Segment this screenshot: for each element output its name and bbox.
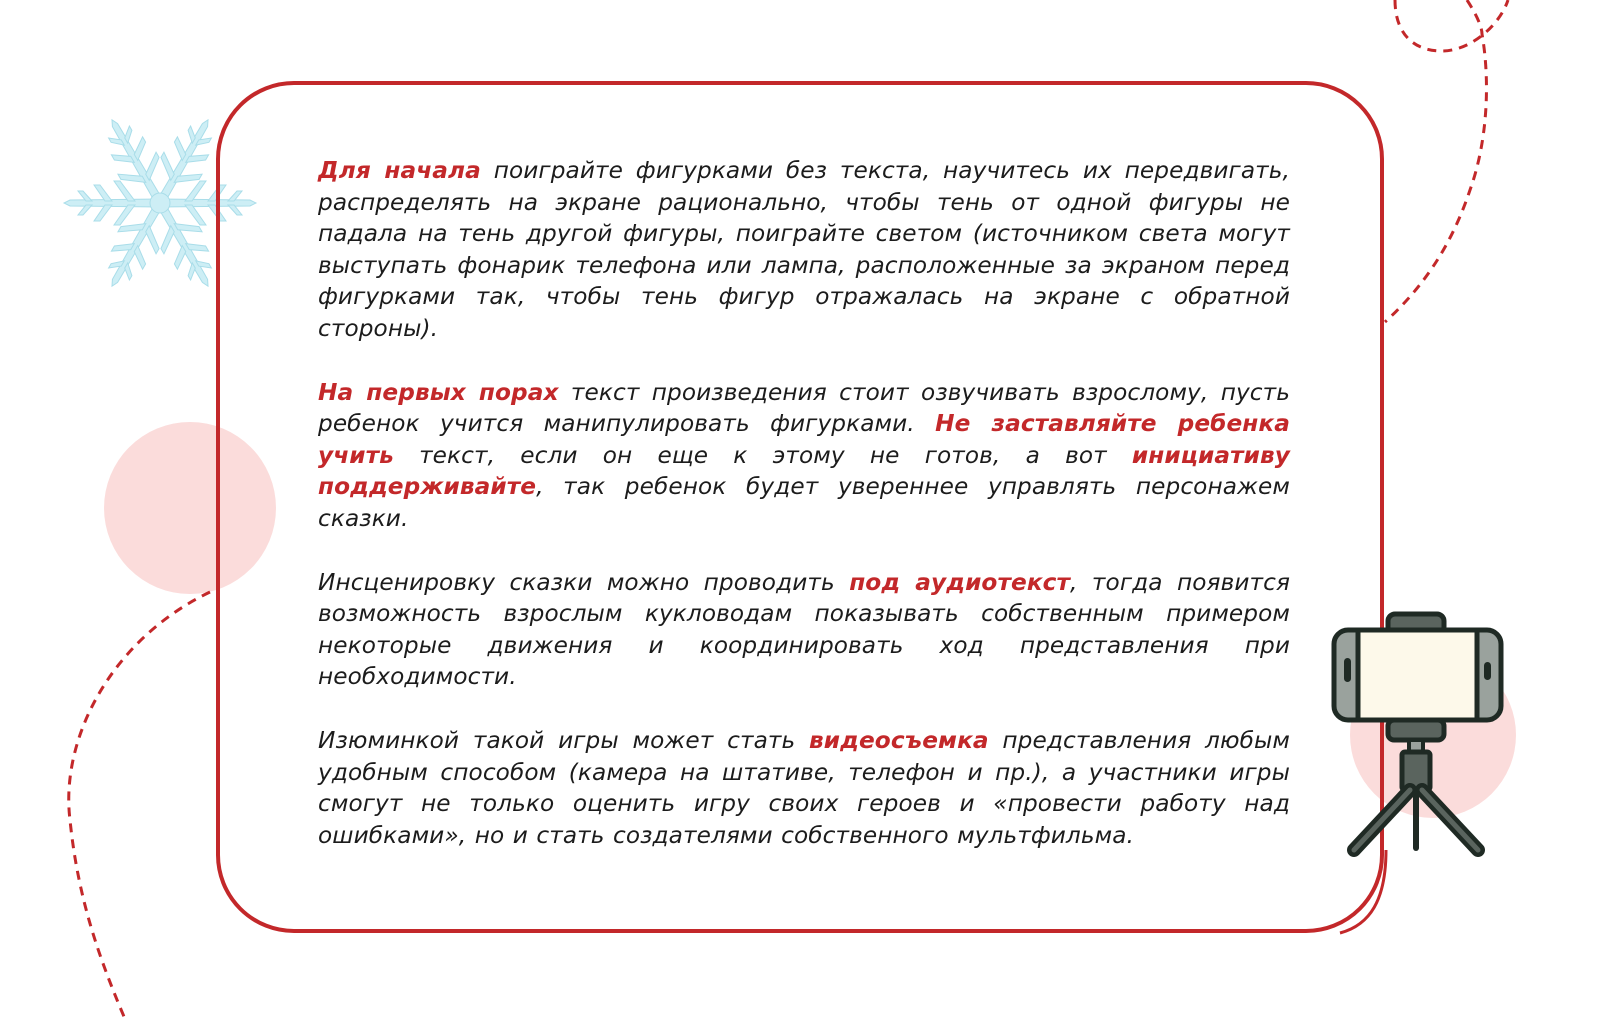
paragraph-2 xyxy=(318,377,1290,535)
highlight-text: видеосъемка xyxy=(809,726,989,754)
body-text: Изюминкой такой игры может стать xyxy=(318,726,810,754)
highlight-text: Не заставляйте ребенка учить xyxy=(318,410,1290,469)
phone-on-tripod-icon xyxy=(1330,610,1505,860)
dashed-curve-left xyxy=(69,592,210,1019)
dashed-curve-right xyxy=(1385,0,1486,322)
highlight-text: На первых порах xyxy=(318,378,559,406)
highlight-text: Для начала xyxy=(318,157,481,184)
body-text: представления любым удобным способом (камера на штативе, телефон и пр.), а участники игры смогут не только оценить игру своих героев и «провести работу над ошибками», но и стать создателями собственного мультфильма. xyxy=(318,726,1290,849)
paragraph-1 xyxy=(318,155,1290,345)
dashed-loop-top-right xyxy=(1395,0,1508,51)
body-text: текст произведения стоит озвучивать взрослому, пусть ребенок учится манипулировать фигурками. xyxy=(318,378,1291,438)
body-text: Инсценировку сказки можно проводить xyxy=(318,568,850,596)
body-text: поиграйте фигурками без текста, научитесь их передвигать, распределять на экране рационально, чтобы тень от одной фигуры не падала на тень другой фигуры, поиграйте светом (источником света могут выступать фонарик телефона или лампа, расположенные за экраном перед фигурками так, чтобы тень фигур отражалась на экране с обратной стороны). xyxy=(318,157,1290,342)
body-text: , так ребенок будет увереннее управлять персонажем сказки. xyxy=(318,473,1290,532)
body-text: текст, если он еще к этому не готов, а вот xyxy=(393,441,1132,469)
highlight-text: под аудиотекст xyxy=(849,568,1071,596)
body-text: , тогда появится возможность взрослым кукловодам показывать собственным примером некоторые движения и координировать ход представления при необходимости. xyxy=(318,568,1291,691)
instructions-text xyxy=(318,155,1290,883)
highlight-text: инициативу поддерживайте xyxy=(318,441,1290,501)
paragraph-3 xyxy=(318,567,1290,693)
paragraph-4 xyxy=(318,725,1290,851)
